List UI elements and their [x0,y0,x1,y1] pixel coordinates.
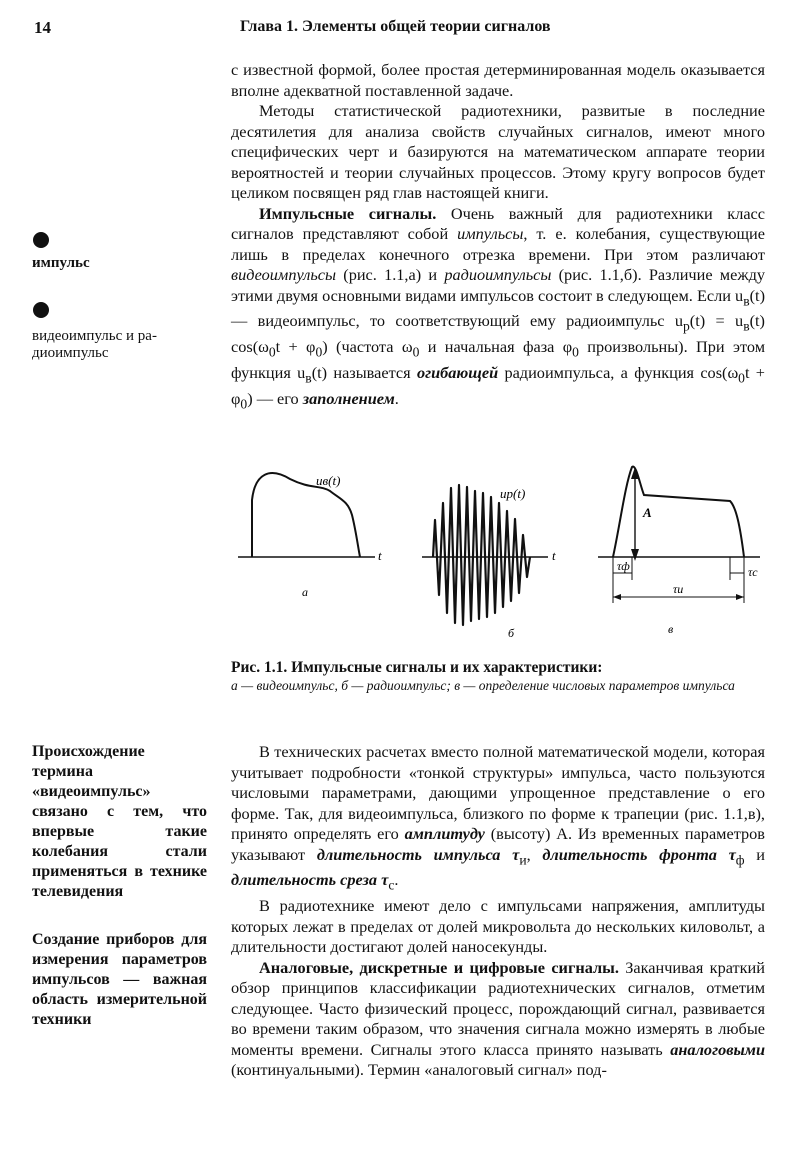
text-run: (рис. 1.1,б). Различие между этими двумя основными видами импульсов состоит в следующем. Если u [231,265,766,305]
subscript: 0 [412,344,420,360]
margin-term-video-radio [32,328,157,362]
paragraph-pulse-signals [231,204,765,415]
label-tau-s: τс [748,565,758,579]
figure-pulse-signals [230,455,775,655]
text-run: В технических расчетах вместо полной математической модели, которая учитывает подробности «тонкой структуры» импульса, часто пользуются числовыми параметрами, дающими упрощенное представление о его форме. Так, для видеоимпульса, близкого по форме к трапеции (рис. 1.1,в), принято определять его [231,742,765,843]
sidenote-measurement: Создание приборов для измерения параметров импульсов — важная область измерительной техники [32,931,207,1028]
subscript: 0 [572,344,579,360]
paragraph: В радиотехнике имеют дело с импульсами напряжения, амплитуды которых лежат в пределах от долей микровольта до нескольких киловольт, а длительности достигают долей наносекунды. [231,896,765,956]
label-ur: uр(t) [500,486,526,501]
term: импульсы [457,224,524,243]
text-run: (рис. 1.1,а) и [336,265,445,284]
trapezoid-pulse [613,467,744,557]
panel-video-pulse [238,473,382,599]
running-title: Глава 1. Элементы общей теории сигналов [240,18,551,35]
term: длительность импульса τ [316,844,520,864]
margin-term-impulse: импульс [32,255,90,271]
text-run: (t) — видеоимпульс, то соответствующий ему радиоимпульс u [231,285,765,331]
section-heading: Аналоговые, дискретные и цифровые сигналы. [259,957,619,977]
text-run: (t) cos(ω [231,311,765,356]
paragraph-numeric-parameters [231,742,765,896]
text-run: . [394,388,399,408]
section-heading: Импульсные сигналы. [259,203,437,223]
subscript: в [305,370,312,385]
text-run: произвольны). При этом функция u [231,337,765,382]
arrow-head [613,594,621,600]
subscript: ф [735,851,745,867]
text-run: ) — его [247,388,303,408]
panel-pulse-parameters [598,467,760,636]
text-run: радиоимпульса, а функция cos(ω [498,362,739,382]
panel-radio-pulse [422,485,556,640]
panel-label-a: а [302,585,308,599]
text-run: (t) называется [311,362,417,382]
margin-bullet [33,232,49,248]
subscript: 0 [268,344,276,360]
subscript: с [388,877,395,893]
subscript: 0 [738,370,745,385]
panel-label-c: в [668,622,674,636]
text-run: t + φ [231,362,765,408]
caption-text: а — видеоимпульс, б — радиоимпульс; в — определение числовых параметров импульса [231,678,735,693]
lower-text [231,742,765,1081]
subscript: в [743,318,750,334]
paragraph: с известной формой, более простая детерминированная модель оказывается вполне адекватной поставленной задаче. [231,60,765,100]
text-run: (высоту) A. Из временных параметров указывают [231,824,765,864]
label-amplitude: A [643,505,652,520]
margin-term-line: диоимпульс [32,345,109,361]
caption-title: Рис. 1.1. Импульсные сигналы и их характеристики: [231,659,603,676]
sidenote-video-term-origin: Происхождение термина «видеоимпульс» связано с тем, что впервые такие колебания стали применяться в технике телевидения [32,743,207,900]
text-run: (континуальными). Термин «аналоговый сигнал» под- [231,1060,607,1079]
term: длительность фронта τ [542,844,736,864]
text-run: . [394,870,399,890]
text-run: (t) = u [689,311,744,331]
text-run: Очень важный для радиотехники класс сигналов представляют собой [231,203,765,243]
subscript: 0 [315,344,323,360]
term: видеоимпульсы [231,265,337,284]
radio-pulse-oscillation [433,485,530,625]
subscript: 0 [240,395,248,411]
arrow-head [736,594,744,600]
figure-caption [231,658,771,694]
text-run: , т. е. колебания, существующие лишь в пределах конечного отрезка времени. При этом различают [231,224,766,264]
text-run: t + φ [275,337,316,356]
video-pulse-curve [252,473,360,557]
label-tau-i: τи [673,582,684,596]
panel-label-b: б [508,626,515,640]
subscript: р [683,318,690,334]
margin-term-line: видеоимпульс и ра- [32,328,157,344]
label-tau-f: τф [617,559,630,573]
paragraph: Методы статистической радиотехники, развитые в последние десятилетия для анализа свойств случайных сигналов, имеют много специфических черт и базируются на математическом аппарате теории вероятностей и теории случайных процессов. Этому кругу вопросов будет целиком посвящен ряд глав настоящей книги. [231,101,765,202]
axis-label-t: t [378,548,382,563]
term: длительность среза τ [231,870,389,890]
text-run: , [526,844,543,864]
text-run: ) (частота ω [322,337,413,356]
text-run: и [744,844,766,864]
margin-bullet [33,302,49,318]
text-run: и начальная фаза φ [419,337,573,356]
subscript: в [743,292,750,308]
term: огибающей [416,362,499,382]
page-number: 14 [34,18,51,37]
label-uv: uв(t) [316,473,341,488]
term: заполнением [302,388,395,408]
term: аналоговыми [670,1039,765,1059]
term: радиоимпульсы [444,265,552,284]
axis-label-t: t [552,548,556,563]
paragraph-analog-signals [231,958,765,1081]
intro-text [231,60,765,414]
text-run: Заканчивая краткий обзор принципов классификации радиотехнических сигналов, отметим следующее. Часто физический процесс, порождающий сигнал, развивается во времени таким образом, что значения сигнала можно измерять в любые моменты времени. Сигналы этого класса принято называть [231,957,765,1059]
subscript: и [519,851,527,867]
term: амплитуду [404,824,485,843]
